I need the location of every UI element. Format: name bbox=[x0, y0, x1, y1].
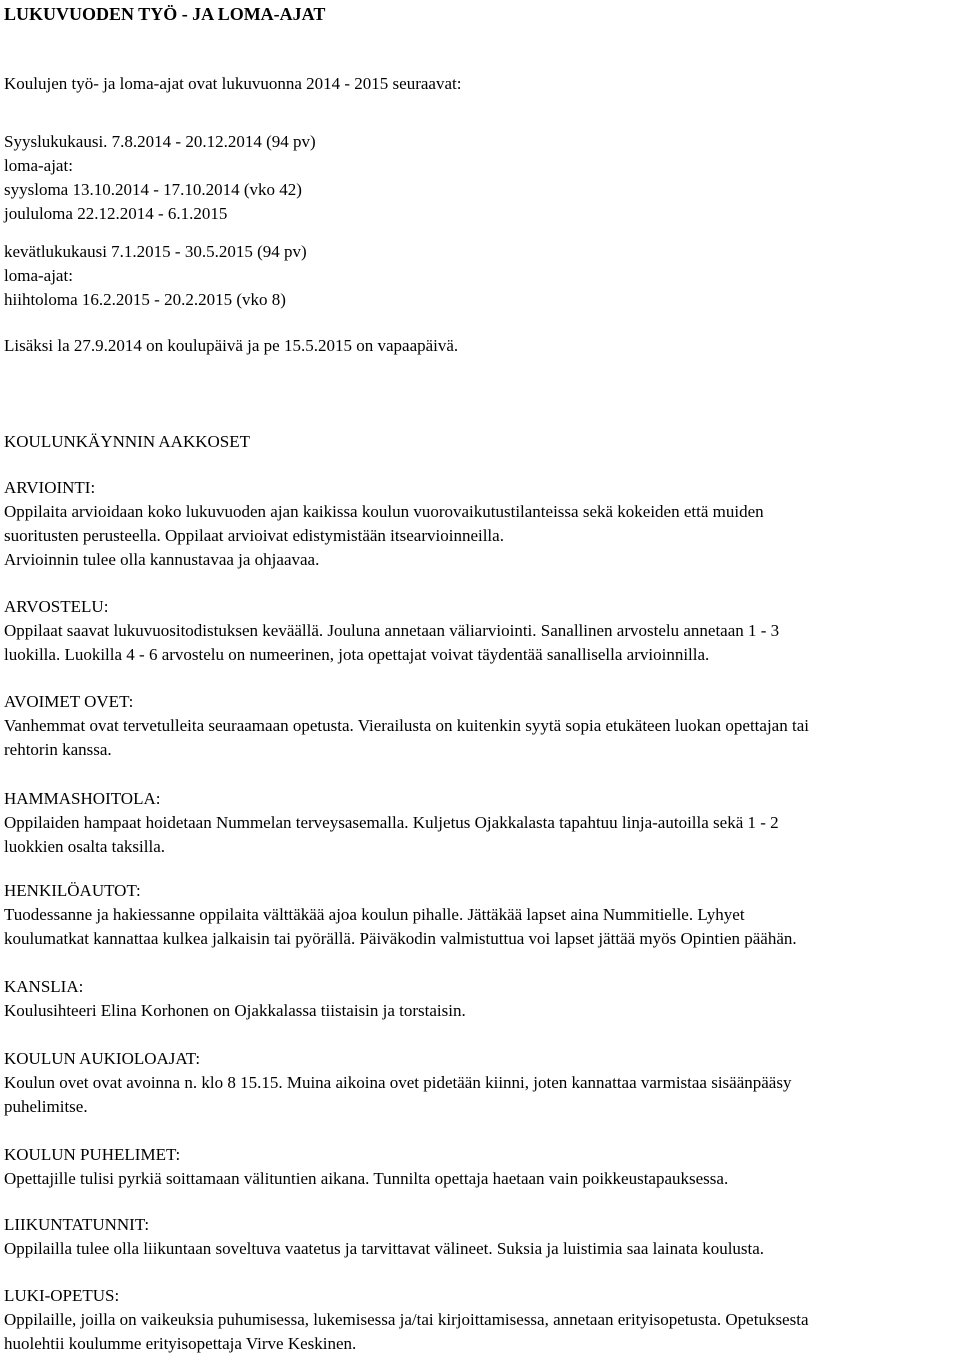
intro-text: Koulujen työ- ja loma-ajat ovat lukuvuonna 2014 - 2015 seuraavat: bbox=[4, 74, 462, 93]
section-line: Vanhemmat ovat tervetulleita seuraamaan opetusta. Vierailusta on kuitenkin syytä sopia etukäteen luokan opettajan tai bbox=[4, 716, 809, 735]
extra-note: Lisäksi la 27.9.2014 on koulupäivä ja pe 15.5.2015 on vapaapäivä. bbox=[4, 336, 459, 355]
section-line: Oppilaiden hampaat hoidetaan Nummelan terveysasemalla. Kuljetus Ojakkalasta tapahtuu linja-autoilla sekä 1 - 2 bbox=[4, 813, 779, 832]
spring-holiday-1: hiihtoloma 16.2.2015 - 20.2.2015 (vko 8) bbox=[4, 290, 286, 309]
section-hammashoitola bbox=[4, 787, 944, 859]
section-label: ARVOSTELU: bbox=[4, 597, 109, 616]
section-arviointi bbox=[4, 476, 944, 572]
section-line: puhelimitse. bbox=[4, 1097, 88, 1116]
page-title: LUKUVUODEN TYÖ - JA LOMA-AJAT bbox=[4, 4, 326, 24]
autumn-term: Syyslukukausi. 7.8.2014 - 20.12.2014 (94 pv) bbox=[4, 132, 316, 151]
section-line: Koulun ovet ovat avoinna n. klo 8 15.15. Muina aikoina ovet pidetään kiinni, joten kannattaa varmistaa sisäänpääsy bbox=[4, 1073, 792, 1092]
section-line: luokilla. Luokilla 4 - 6 arvostelu on numeerinen, jota opettajat voivat täydentää sanallisella arvioinnilla. bbox=[4, 645, 710, 664]
section-line: Oppilaille, joilla on vaikeuksia puhumisessa, lukemisessa ja/tai kirjoittamisessa, annetaan erityisopetusta. Opetuksesta bbox=[4, 1310, 809, 1329]
section-label: KOULUN AUKIOLOAJAT: bbox=[4, 1049, 201, 1068]
spring-holidays-label: loma-ajat: bbox=[4, 266, 73, 285]
section-line: Koulusihteeri Elina Korhonen on Ojakkalassa tiistaisin ja torstaisin. bbox=[4, 1001, 466, 1020]
extra-block bbox=[4, 334, 944, 358]
section-label: LIIKUNTATUNNIT: bbox=[4, 1215, 150, 1234]
section-koulun-puhelimet bbox=[4, 1143, 944, 1191]
section-henkiloautot bbox=[4, 879, 944, 951]
section-koulun-aukioloajat bbox=[4, 1047, 944, 1119]
autumn-holiday-2: joululoma 22.12.2014 - 6.1.2015 bbox=[4, 204, 228, 223]
section-line: Oppilaat saavat lukuvuositodistuksen keväällä. Jouluna annetaan väliarviointi. Sanallinen arvostelu annetaan 1 - 3 bbox=[4, 621, 780, 640]
section-line: huolehtii koulumme erityisopettaja Virve Keskinen. bbox=[4, 1334, 357, 1353]
section-label: HAMMASHOITOLA: bbox=[4, 789, 161, 808]
section-avoimet-ovet bbox=[4, 690, 944, 762]
section-luki-opetus bbox=[4, 1284, 944, 1356]
section-arvostelu bbox=[4, 595, 944, 667]
section-label: LUKI-OPETUS: bbox=[4, 1286, 120, 1305]
section-kanslia bbox=[4, 975, 944, 1023]
intro-block bbox=[4, 72, 944, 96]
section-line: Arvioinnin tulee olla kannustavaa ja ohjaavaa. bbox=[4, 550, 320, 569]
abc-title-block bbox=[4, 430, 944, 454]
section-line: Oppilaita arvioidaan koko lukuvuoden ajan kaikissa koulun vuorovaikutustilanteissa sekä kokeiden että muiden bbox=[4, 502, 764, 521]
section-line: Tuodessanne ja hakiessanne oppilaita välttäkää ajoa koulun pihalle. Jättäkää lapset aina Nummitielle. Lyhyet bbox=[4, 905, 745, 924]
section-line: Oppilailla tulee olla liikuntaan soveltuva vaatetus ja tarvittavat välineet. Suksia ja luistimia saa lainata koulusta. bbox=[4, 1239, 765, 1258]
autumn-holiday-1: syysloma 13.10.2014 - 17.10.2014 (vko 42) bbox=[4, 180, 302, 199]
abc-title: KOULUNKÄYNNIN AAKKOSET bbox=[4, 432, 251, 451]
section-label: ARVIOINTI: bbox=[4, 478, 96, 497]
section-line: Opettajille tulisi pyrkiä soittamaan välituntien aikana. Tunnilta opettaja haetaan vain poikkeustapauksessa. bbox=[4, 1169, 729, 1188]
spring-term: kevätlukukausi 7.1.2015 - 30.5.2015 (94 pv) bbox=[4, 242, 307, 261]
section-label: HENKILÖAUTOT: bbox=[4, 881, 141, 900]
autumn-holidays-label: loma-ajat: bbox=[4, 156, 73, 175]
section-line: luokkien osalta taksilla. bbox=[4, 837, 165, 856]
section-line: koulumatkat kannattaa kulkea jalkaisin tai pyörällä. Päiväkodin valmistuttua voi lapset jättää myös Opintien päähän. bbox=[4, 929, 797, 948]
autumn-term-block bbox=[4, 130, 944, 226]
section-line: rehtorin kanssa. bbox=[4, 740, 112, 759]
spring-term-block bbox=[4, 240, 944, 312]
section-label: KANSLIA: bbox=[4, 977, 84, 996]
section-label: KOULUN PUHELIMET: bbox=[4, 1145, 181, 1164]
section-liikuntatunnit bbox=[4, 1213, 944, 1261]
section-label: AVOIMET OVET: bbox=[4, 692, 134, 711]
section-line: suoritusten perusteella. Oppilaat arvioivat edistymistään itsearvioinneilla. bbox=[4, 526, 504, 545]
